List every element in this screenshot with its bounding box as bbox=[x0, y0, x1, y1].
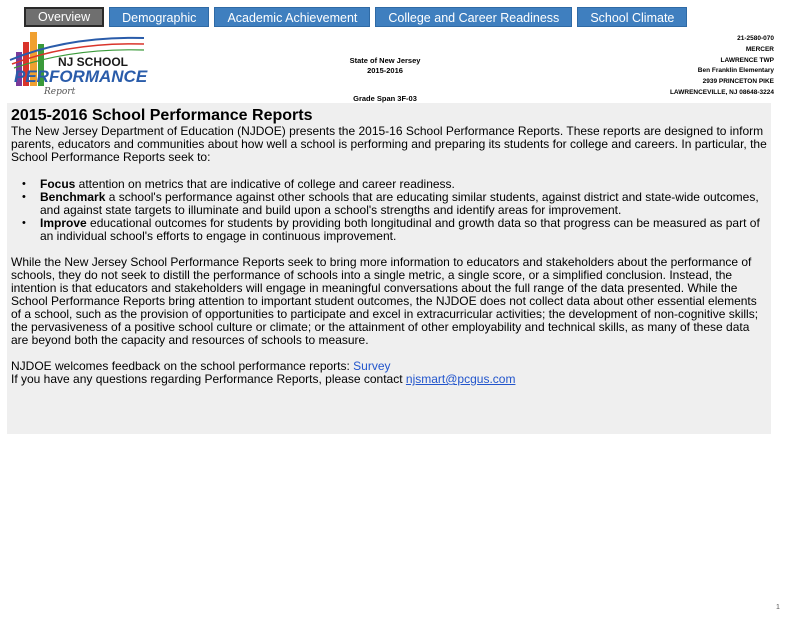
street-address: 2939 PRINCETON PIKE bbox=[702, 78, 774, 86]
bullet-keyword: Benchmark bbox=[40, 190, 106, 204]
tab-bar bbox=[24, 7, 687, 27]
goals-list bbox=[11, 178, 767, 243]
overview-panel bbox=[7, 103, 771, 434]
contact-text: If you have any questions regarding Performance Reports, please contact bbox=[11, 372, 406, 386]
report-header-center bbox=[330, 56, 440, 104]
district-name: LAWRENCE TWP bbox=[720, 56, 774, 64]
logo-line3: Report bbox=[44, 87, 76, 97]
list-item bbox=[22, 217, 767, 243]
school-address-block bbox=[670, 34, 774, 99]
year-label: 2015-2016 bbox=[367, 65, 403, 75]
tab-college-career-readiness[interactable]: College and Career Readiness bbox=[375, 7, 572, 27]
contact-email-link[interactable]: njsmart@pcgus.com bbox=[405, 372, 516, 386]
bullet-text: a school's performance against other schools that are educating similar students, against district and state-wide outcomes, and against state targets to illuminate and build upon a school's strengths and identify areas for improvement. bbox=[40, 190, 759, 217]
tab-school-climate[interactable]: School Climate bbox=[577, 7, 687, 27]
grade-span-label: Grade Span 3F-03 bbox=[353, 94, 417, 103]
state-label: State of New Jersey bbox=[349, 56, 421, 65]
contact-line bbox=[11, 373, 767, 386]
bullet-text: attention on metrics that are indicative of college and career readiness. bbox=[75, 177, 455, 191]
nj-school-performance-logo bbox=[8, 30, 148, 98]
county-name: MERCER bbox=[745, 45, 774, 53]
logo-graphic bbox=[8, 30, 148, 98]
page-number: 1 bbox=[776, 604, 780, 611]
tab-demographic[interactable]: Demographic bbox=[109, 7, 209, 27]
logo-line2: PERFORMANCE bbox=[14, 67, 148, 86]
survey-link[interactable]: Survey bbox=[353, 359, 391, 373]
intro-paragraph: The New Jersey Department of Education (NJDOE) presents the 2015-16 School Performance Reports. These reports are designed to inform parents, educators and communities about how well a school is performing and preparing its students for college and careers. In particular, the School Performance Reports seek to: bbox=[11, 124, 767, 164]
tab-academic-achievement[interactable]: Academic Achievement bbox=[214, 7, 370, 27]
school-code: 21-2580-070 bbox=[737, 35, 774, 42]
bullet-text: educational outcomes for students by providing both longitudinal and growth data so that progress can be measured as part of an individual school's efforts to engage in continuous improvement. bbox=[40, 216, 760, 243]
city-state-zip: LAWRENCEVILLE, NJ 08648-3224 bbox=[669, 88, 774, 96]
page-title: 2015-2016 School Performance Reports bbox=[11, 107, 313, 124]
tab-overview[interactable]: Overview bbox=[24, 7, 104, 27]
logo-line1: NJ SCHOOL bbox=[58, 55, 129, 69]
bullet-keyword: Focus bbox=[40, 177, 76, 191]
feedback-text: NJDOE welcomes feedback on the school performance reports: bbox=[11, 359, 354, 373]
disclaimer-paragraph: While the New Jersey School Performance Reports seek to bring more information to educators and stakeholders about the performance of schools, they do not seek to distill the performance of schools into a single metric, a single score, or a simplified conclusion. Instead, the intention is that educators and stakeholders will engage in meaningful conversations about the full range of the data presented. While the School Performance Reports bring attention to important student outcomes, the NJDOE does not collect data about other essential elements of a school, such as the provision of opportunities to participate and excel in extracurricular activities; the development of non-cognitive skills; the pervasiveness of a positive school culture or climate; or the attainment of other employability and technical skills, as many of these data are beyond both the capacity and resources of schools to measure. bbox=[11, 255, 759, 347]
school-name: Ben Franklin Elementary bbox=[697, 67, 774, 75]
list-item bbox=[22, 191, 767, 217]
bullet-keyword: Improve bbox=[40, 216, 87, 230]
